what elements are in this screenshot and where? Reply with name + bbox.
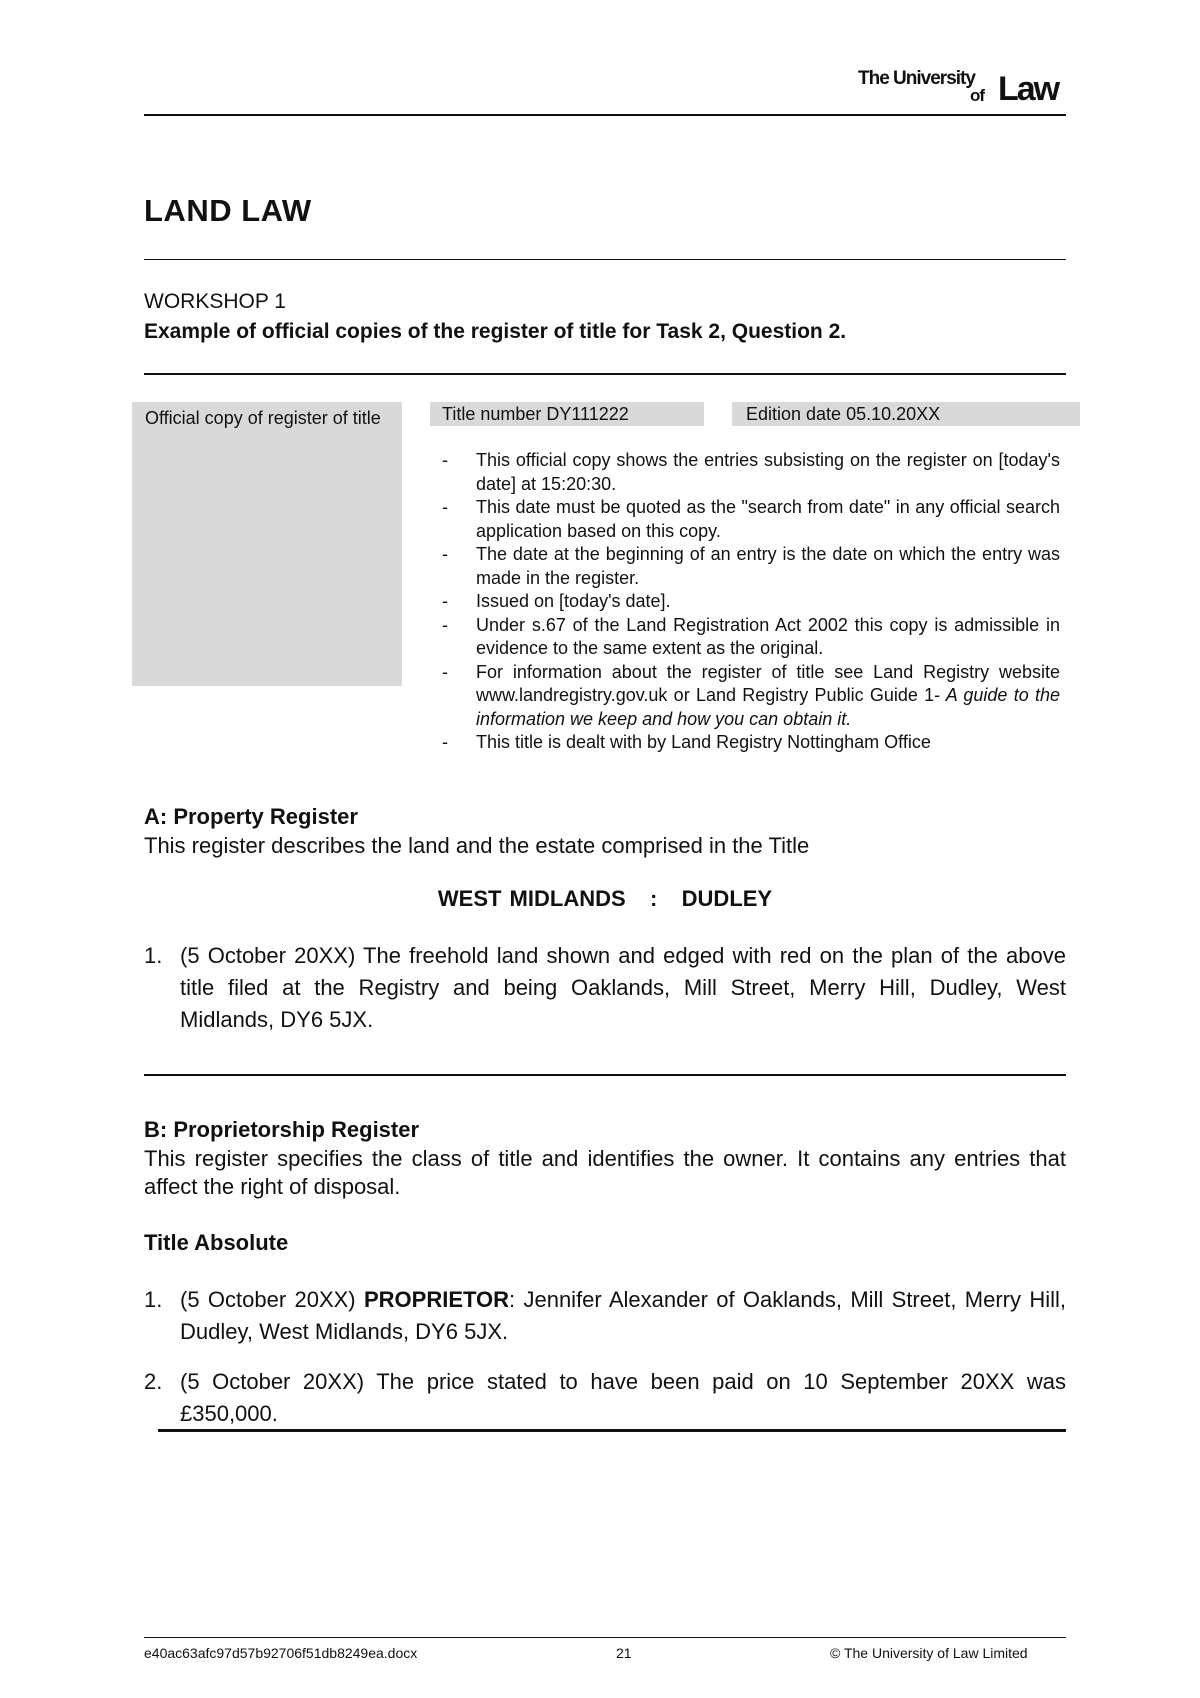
proprietorship-register-description: This register specifies the class of title and identifies the owner. It contains any entries that affect the right of disposal. (144, 1146, 1066, 1199)
subtitle-rule (144, 373, 1066, 375)
title-rule (144, 259, 1066, 260)
footer-page-number: 21 (616, 1645, 632, 1661)
proprietorship-register-heading: B: Proprietorship Register (144, 1117, 420, 1142)
footer-rule (144, 1637, 1066, 1638)
footer-copyright: © The University of Law Limited (830, 1645, 1028, 1661)
list-item: - For information about the register of title see Land Registry website www.landregistry.gov.uk or Land Registry Public Guide 1- A guide to the information we keep and how you can obtain it. (442, 661, 1061, 729)
list-item: - The date at the beginning of an entry is the date on which the entry was made in the register. (442, 544, 1060, 588)
title-number: Title number DY111222 (430, 402, 704, 426)
bullet-dash: - (442, 544, 448, 564)
entry-text: (5 October 20XX) The price stated to have been paid on 10 September 20XX was £350,000. (180, 1369, 1066, 1426)
entry-text: (5 October 20XX) The freehold land shown and edged with red on the plan of the above title filed at the Registry and being Oaklands, Mill Street, Merry Hill, Dudley, West Midlands, DY6 5JX. (180, 943, 1066, 1032)
entry-number: 2. (144, 1369, 163, 1394)
edition-date: Edition date 05.10.20XX (732, 402, 1080, 426)
list-item: - Issued on [today's date]. (440, 590, 1060, 614)
proprietorship-entry-2 (144, 1366, 1066, 1430)
list-item: - This official copy shows the entries subsisting on the register on [today's date] at 15:20:30. (442, 450, 1060, 494)
end-rule (158, 1429, 1066, 1432)
entry-text: (5 October 20XX) PROPRIETOR: Jennifer Alexander of Oaklands, Mill Street, Merry Hill, Dudley, West Midlands, DY6 5JX. (180, 1287, 1066, 1344)
section-rule (144, 1074, 1066, 1076)
footer-filename: e40ac63afc97d57b92706f51db8249ea.docx (144, 1645, 418, 1661)
proprietorship-entry-1 (144, 1284, 1066, 1348)
official-copy-box (132, 402, 402, 686)
bullet-dash: - (442, 591, 448, 611)
bullet-dash: - (442, 450, 448, 470)
list-item: - This date must be quoted as the "search from date" in any official search application based on this copy. (442, 497, 1060, 541)
logo-line-3: Law (998, 70, 1059, 108)
property-register-heading: A: Property Register (144, 804, 358, 829)
entry-number: 1. (144, 1287, 163, 1312)
title-class-heading: Title Absolute (144, 1230, 289, 1255)
register-notes-list (440, 449, 1060, 755)
entry-number: 1. (144, 943, 163, 968)
list-item: - Under s.67 of the Land Registration Act 2002 this copy is admissible in evidence to the same extent as the original. (442, 614, 1060, 658)
page-title: LAND LAW (144, 193, 312, 228)
bullet-dash: - (442, 614, 448, 635)
list-item: - This title is dealt with by Land Registry Nottingham Office (440, 731, 1060, 755)
proprietor-label: PROPRIETOR (363, 1287, 510, 1312)
official-copy-label: Official copy of register of title (145, 408, 381, 428)
bullet-dash: - (442, 661, 448, 682)
bullet-dash: - (442, 497, 448, 517)
property-entry-1 (144, 940, 1066, 1036)
workshop-label: WORKSHOP 1 (144, 290, 286, 313)
bullet-dash: - (442, 732, 448, 752)
university-of-law-logo (858, 66, 1068, 108)
property-location: WEST MIDLANDS : DUDLEY (437, 886, 773, 911)
property-register-description: This register describes the land and the estate comprised in the Title (144, 833, 810, 858)
workshop-subtitle: Example of official copies of the register of title for Task 2, Question 2. (144, 320, 847, 343)
logo-line-1: The University (858, 68, 975, 89)
logo-line-2: of (970, 86, 985, 105)
header-rule (144, 114, 1066, 116)
guide-title: A guide to the information we keep and how you can obtain it. (476, 685, 1061, 729)
